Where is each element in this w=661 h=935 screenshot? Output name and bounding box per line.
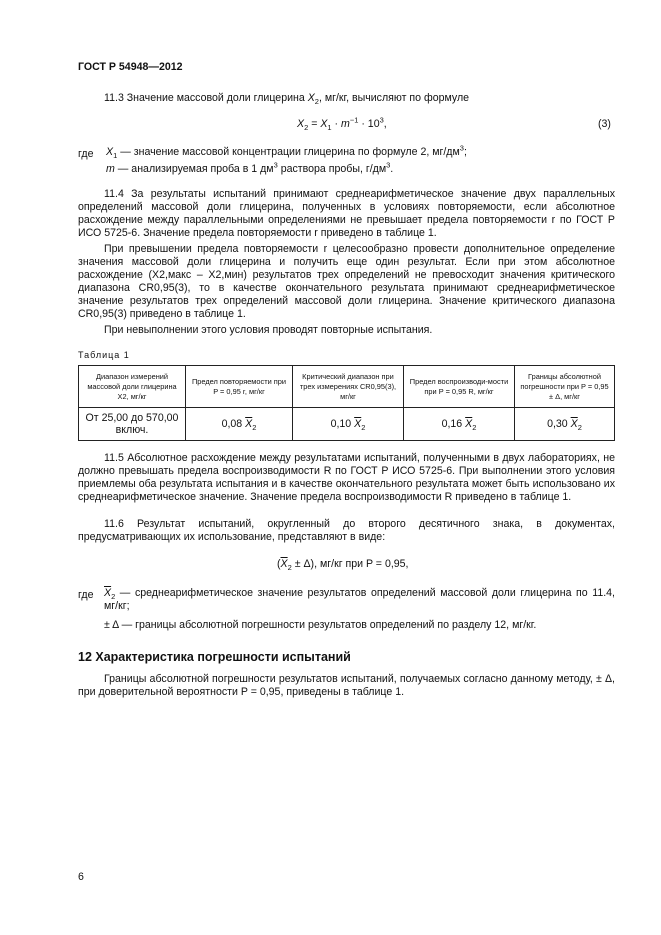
cell-reproducibility: 0,16 $\overline{X}_2$ [404, 408, 515, 441]
header-error-bounds: Границы абсолютной погрешности при P = 0,95 ± Δ, мг/кг [515, 366, 615, 408]
formula-3: $X_2 = X_1 \cdot m^{-1} \cdot 10^3$, [297, 115, 387, 133]
header-range: Диапазон измерений массовой доли глицерина X2, мг/кг [79, 366, 186, 408]
table-1 [78, 365, 615, 441]
cell-critical-range: 0,10 $\overline{X}_2$ [293, 408, 404, 441]
definition-delta: ± Δ — границы абсолютной погрешности результатов определений по разделу 12, мг/кг. [104, 619, 537, 631]
table-header-row [79, 366, 615, 408]
page-number: 6 [78, 871, 84, 883]
section-11-3: 11.3 Значение массовой доли глицерина $X_2$, мг/кг, вычисляют по формуле [104, 92, 470, 107]
formula-number: (3) [598, 118, 611, 130]
section-11-4-para-3: При невыполнении этого условия проводят повторные испытания. [104, 324, 433, 336]
cell-repeatability: 0,08 $\overline{X}_2$ [186, 408, 293, 441]
definition-m: m — анализируемая проба в 1 $дм^3$ раствора пробы, $г/дм^3$. [106, 160, 394, 175]
section-11-5: 11.5 Абсолютное расхождение между результатами испытаний, полученными в двух лабораториях, не должно превышать предела воспроизводимости R по ГОСТ Р ИСО 5725-6. При выполнении этого условия приемлемы оба результата испытания и в качестве окончательного результата может быть использовано их среднеарифметическое значение. Значение предела воспроизводимости R приведено в таблице 1. [78, 452, 615, 503]
section-12-text: Границы абсолютной погрешности результатов испытаний, получаемых согласно данному методу, ± Δ, при доверительной вероятности P = 0,95, приведены в таблице 1. [78, 673, 615, 698]
document-header: ГОСТ Р 54948—2012 [78, 61, 183, 73]
header-reproducibility: Предел воспроизводи-мости при P = 0,95 R, мг/кг [404, 366, 515, 408]
definition-x1: $X_1$ — значение массовой концентрации глицерина по формуле 2, $мг/дм^3$; [106, 143, 467, 161]
definitions-where: где [78, 148, 94, 160]
definition-xbar: $\overline{X}_2$ — среднеарифметическое значение результатов определений массовой доли глицерина по 11.4, мг/кг; [104, 587, 615, 612]
section-12-heading: 12 Характеристика погрешности испытаний [78, 650, 351, 664]
cell-range: От 25,00 до 570,00 включ. [79, 408, 186, 441]
section-11-4-para-2: При превышении предела повторяемости r целесообразно провести дополнительное определение значения массовой доли глицерина и получить еще один результат. Если при этом абсолютное расхождение (X2,макс – X2,мин) результатов трех определений не превосходит значения критического диапазона CR0,95(3), то в качестве окончательного результата принимают среднеарифметическое значение результатов трех определений массовой доли глицерина. Значение критического диапазона CR0,95(3) приведено в таблице 1. [78, 243, 615, 320]
table-row [79, 408, 615, 441]
section-11-4-para-1: 11.4 За результаты испытаний принимают среднеарифметическое значение двух параллельных определений массовой доли глицерина, полученных в условиях повторяемости, если абсолютное расхождение между параллельными определениями не превышает предела повторяемости r по ГОСТ Р ИСО 5725-6. Значение предела повторяемости r приведено в таблице 1. [78, 188, 615, 239]
section-11-6: 11.6 Результат испытаний, округленный до второго десятичного знака, в документах, предусматривающих их использование, представляют в виде: [78, 518, 615, 543]
header-repeatability: Предел повторяемости при P = 0,95 r, мг/кг [186, 366, 293, 408]
cell-error-bounds: 0,30 $\overline{X}_2$ [515, 408, 615, 441]
result-expression: $(\overline{X}_2 \pm \Delta)$, мг/кг при P = 0,95, [277, 558, 409, 573]
definitions-where-2: где [78, 589, 94, 601]
header-critical-range: Критический диапазон при трех измерениях CR0,95(3), мг/кг [293, 366, 404, 408]
table-caption: Таблица 1 [78, 350, 130, 360]
